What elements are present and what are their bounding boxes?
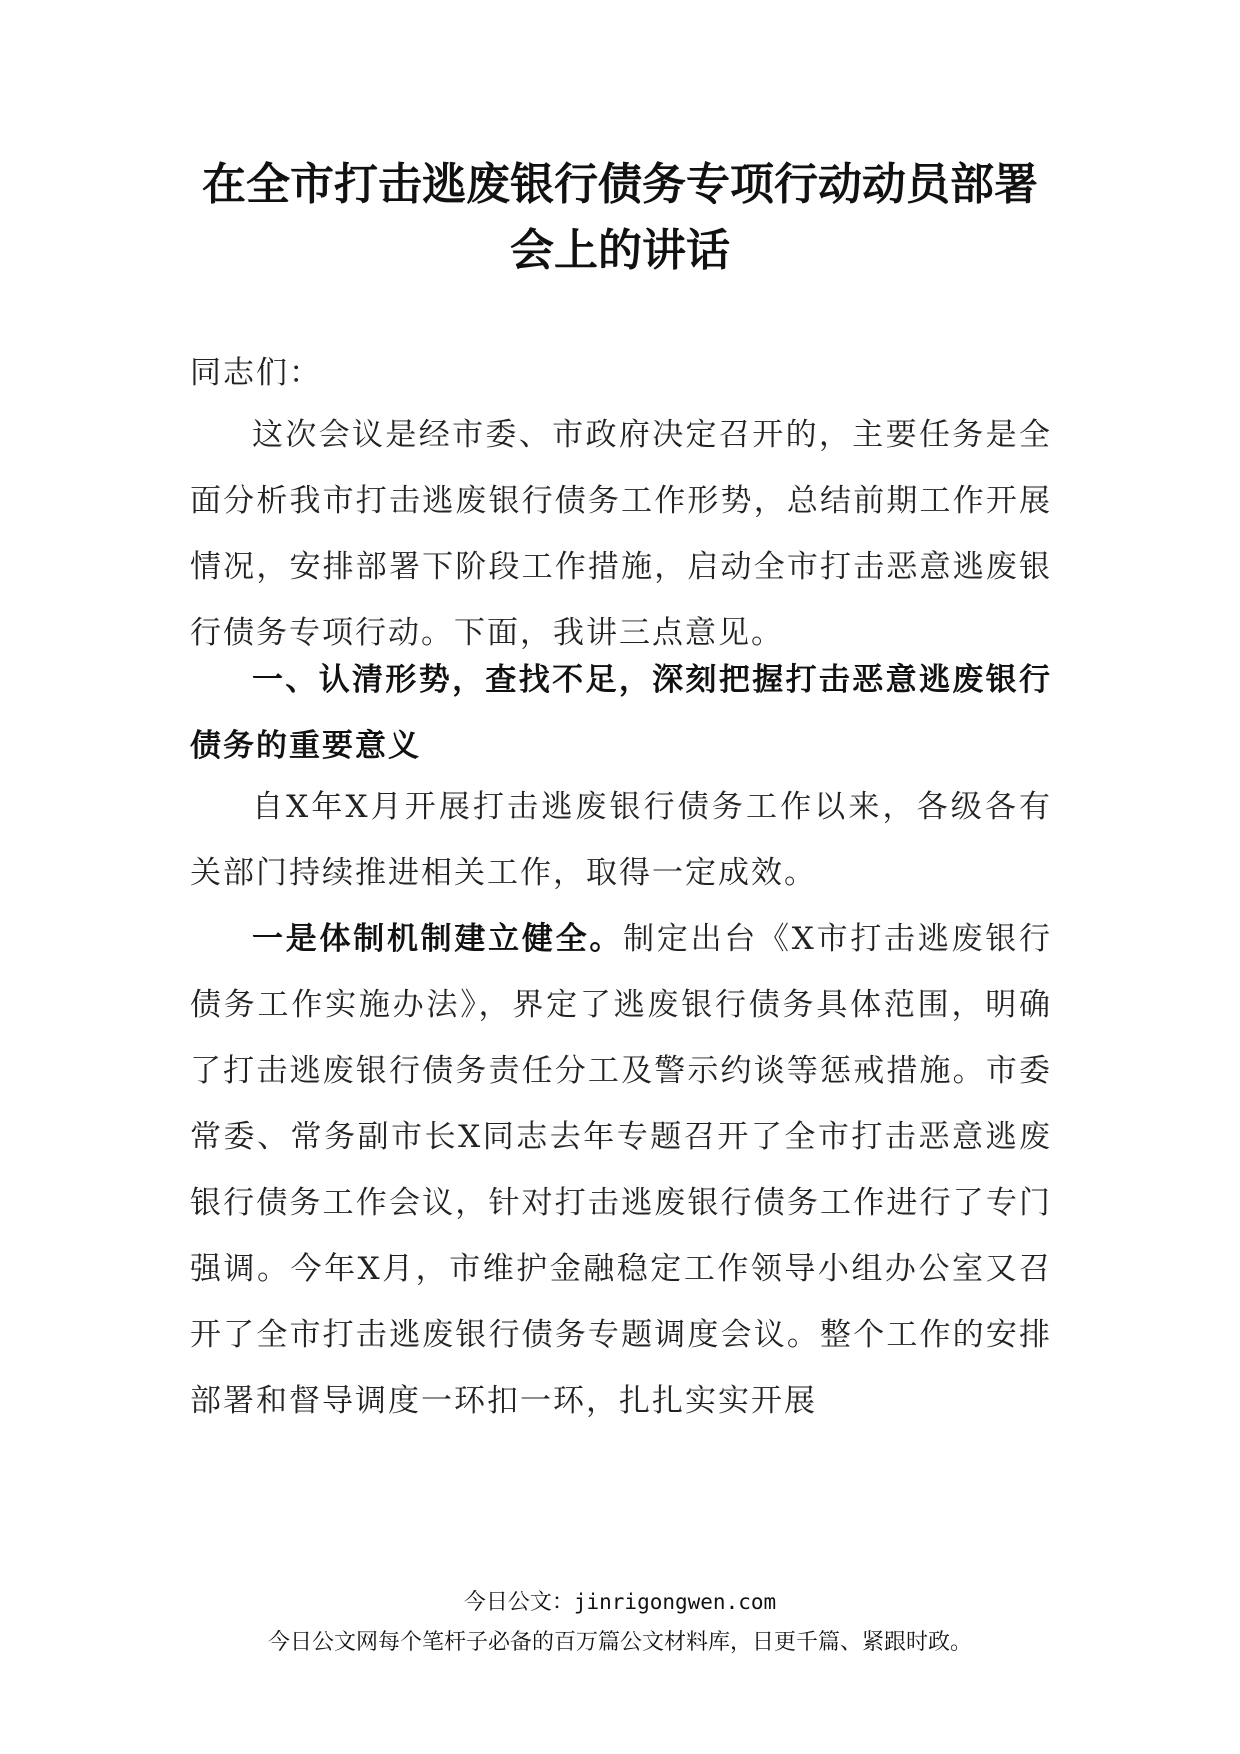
footer-tagline: 今日公文网每个笔杆子必备的百万篇公文材料库，日更千篇、紧跟时政。 <box>267 1630 972 1655</box>
point-1-lead: 一是体制机制建立健全。 <box>252 921 624 957</box>
footer-site-label: 今日公文： <box>463 1590 574 1615</box>
salutation: 同志们： <box>190 355 322 391</box>
footer-site-line <box>0 1587 1240 1618</box>
footer-site-link[interactable]: jinrigongwen.com <box>573 1590 777 1614</box>
document-title: 在全市打击逃废银行债务专项行动动员部署会上的讲话 <box>202 159 1038 276</box>
section1-point-1 <box>190 906 1052 1434</box>
section-heading-1: 一、认清形势，查找不足，深刻把握打击恶意逃废银行债务的重要意义 <box>190 662 1052 764</box>
point-1-body: 制定出台《X市打击逃废银行债务工作实施办法》，界定了逃废银行债务具体范围，明确了打击逃废银行债务责任分工及警示约谈等惩戒措施。市委常委、常务副市长X同志去年专题召开了全市打击恶意逃废银行债务工作会议，针对打击逃废银行债务工作进行了专门强调。今年X月，市维护金融稳定工作领导小组办公室又召开了全市打击逃废银行债务专题调度会议。整个工作的安排部署和督导调度一环扣一环，扎扎实实开展 <box>190 921 1052 1419</box>
section1-paragraph-1: 自X年X月开展打击逃废银行债务工作以来，各级各有关部门持续推进相关工作，取得一定成效。 <box>190 789 1052 891</box>
intro-paragraph: 这次会议是经市委、市政府决定召开的，主要任务是全面分析我市打击逃废银行债务工作形势，总结前期工作开展情况，安排部署下阶段工作措施，启动全市打击恶意逃废银行债务专项行动。下面，我讲三点意见。 <box>190 417 1052 651</box>
